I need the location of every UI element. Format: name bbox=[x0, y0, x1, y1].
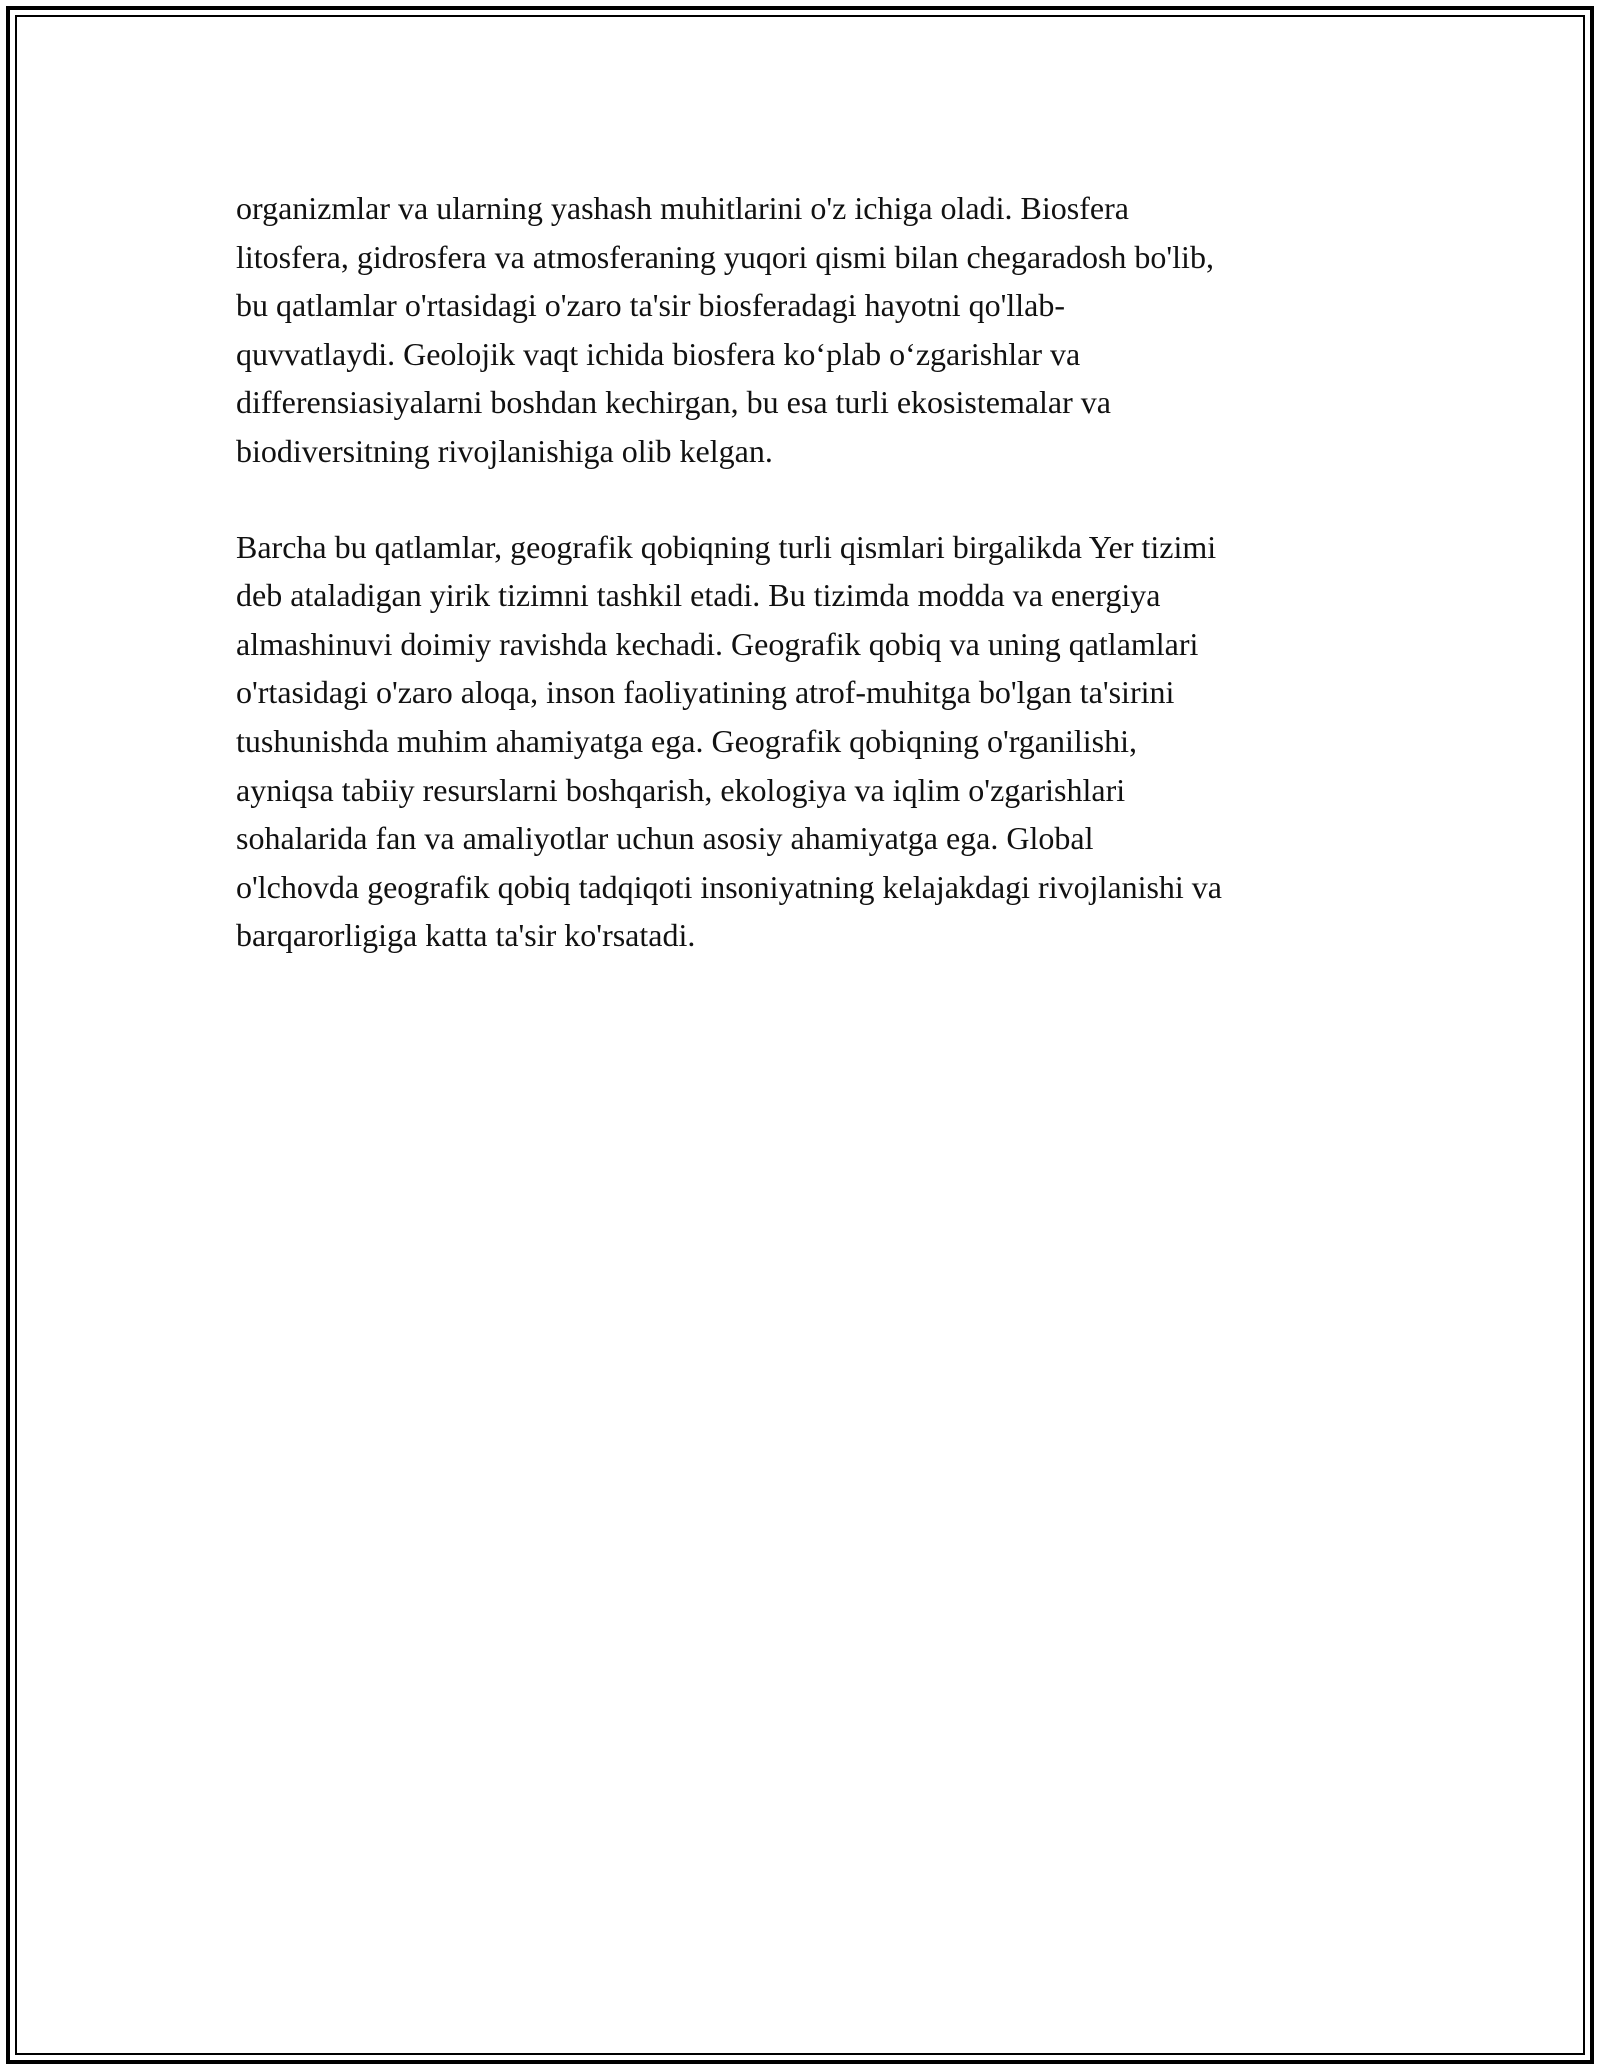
text-line: deb ataladigan yirik tizimni tashkil etadi. Bu tizimda modda va energiya bbox=[236, 577, 1161, 614]
text-line: bu qatlamlar o'rtasidagi o'zaro ta'sir biosferadagi hayotni qo'llab- bbox=[236, 287, 1066, 324]
text-line: organizmlar va ularning yashash muhitlarini o'z ichiga oladi. Biosfera bbox=[236, 190, 1129, 226]
paragraph-2 bbox=[236, 523, 1376, 960]
text-line: differensiasiyalarni boshdan kechirgan, bu esa turli ekosistemalar va bbox=[236, 384, 1111, 421]
text-line: sohalarida fan va amaliyotlar uchun asosiy ahamiyatga ega. Global bbox=[236, 820, 1094, 857]
text-line: ayniqsa tabiiy resurslarni boshqarish, ekologiya va iqlim o'zgarishlari bbox=[236, 771, 1126, 808]
text-line: biodiversitning rivojlanishiga olib kelgan. bbox=[236, 432, 773, 469]
text-line: litosfera, gidrosfera va atmosferaning yuqori qismi bilan chegaradosh bo'lib, bbox=[236, 238, 1214, 275]
document-body bbox=[236, 184, 1376, 960]
text-line: o'lchovda geografik qobiq tadqiqoti insoniyatning kelajakdagi rivojlanishi va bbox=[236, 868, 1222, 905]
text-line: almashinuvi doimiy ravishda kechadi. Geografik qobiq va uning qatlamlari bbox=[236, 625, 1199, 662]
text-line: o'rtasidagi o'zaro aloqa, inson faoliyatining atrof-muhitga bo'lgan ta'sirini bbox=[236, 674, 1175, 711]
paragraph-1 bbox=[236, 184, 1376, 476]
text-line: quvvatlaydi. Geolojik vaqt ichida biosfera ko‘plab o‘zgarishlar va bbox=[236, 335, 1081, 372]
text-line: Barcha bu qatlamlar, geografik qobiqning turli qismlari birgalikda Yer tizimi bbox=[236, 528, 1217, 565]
text-line: barqarorligiga katta ta'sir ko'rsatadi. bbox=[236, 917, 696, 954]
text-line: tushunishda muhim ahamiyatga ega. Geografik qobiqning o'rganilishi, bbox=[236, 722, 1138, 759]
